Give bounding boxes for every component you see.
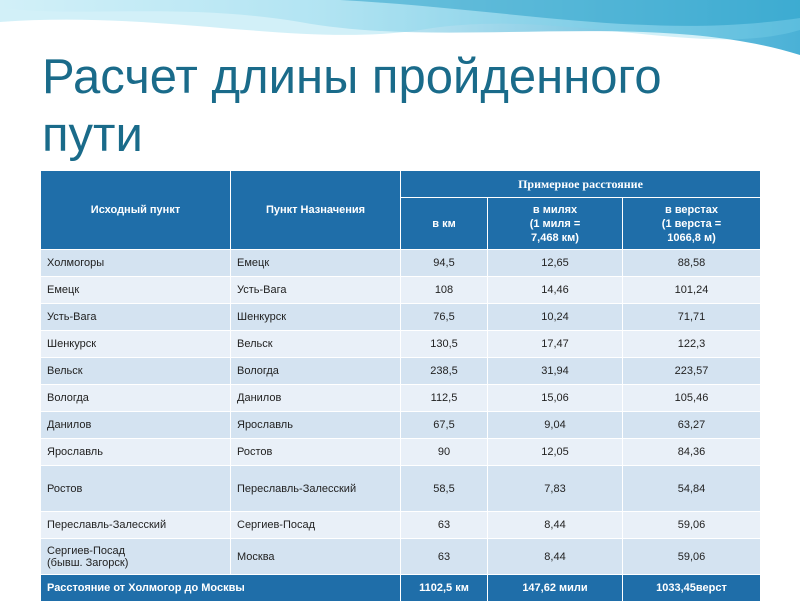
cell-from: Шенкурск <box>41 331 231 358</box>
cell-versts: 105,46 <box>623 385 761 412</box>
header-versts-line: (1 верста = <box>661 217 722 230</box>
cell-km: 58,5 <box>401 466 488 512</box>
header-destination: Пункт Назначения <box>231 171 401 250</box>
total-row <box>41 575 761 602</box>
table-row <box>41 466 761 512</box>
table-row <box>41 331 761 358</box>
cell-km: 238,5 <box>401 358 488 385</box>
cell-km: 94,5 <box>401 250 488 277</box>
cell-km: 63 <box>401 512 488 539</box>
page-title: Расчет длины пройденного пути <box>42 50 662 162</box>
cell-from-line: Сергиев-Посад <box>47 544 126 557</box>
cell-versts: 122,3 <box>623 331 761 358</box>
cell-versts: 101,24 <box>623 277 761 304</box>
cell-to: Москва <box>231 539 401 575</box>
cell-to: Переславль-Залесский <box>231 466 401 512</box>
table-row <box>41 385 761 412</box>
cell-km: 63 <box>401 539 488 575</box>
cell-to: Ростов <box>231 439 401 466</box>
cell-from: Холмогоры <box>41 250 231 277</box>
distance-table <box>40 170 761 602</box>
cell-miles: 15,06 <box>488 385 623 412</box>
cell-from: Ярославль <box>41 439 231 466</box>
cell-to: Данилов <box>231 385 401 412</box>
header-miles-line: в милях <box>532 203 578 216</box>
total-label: Расстояние от Холмогор до Москвы <box>41 575 401 602</box>
cell-miles: 9,04 <box>488 412 623 439</box>
cell-versts: 223,57 <box>623 358 761 385</box>
cell-miles: 12,05 <box>488 439 623 466</box>
cell-to: Емецк <box>231 250 401 277</box>
header-miles <box>488 198 623 250</box>
table-row <box>41 358 761 385</box>
table-row <box>41 412 761 439</box>
cell-versts: 59,06 <box>623 539 761 575</box>
header-approx-distance: Примерное расстояние <box>401 171 761 198</box>
cell-km: 112,5 <box>401 385 488 412</box>
cell-from: Вологда <box>41 385 231 412</box>
table-row <box>41 539 761 575</box>
cell-miles: 17,47 <box>488 331 623 358</box>
cell-versts: 88,58 <box>623 250 761 277</box>
header-km: в км <box>401 198 488 250</box>
table-row <box>41 512 761 539</box>
header-miles-line: 7,468 км) <box>531 231 579 244</box>
cell-versts: 71,71 <box>623 304 761 331</box>
cell-miles: 10,24 <box>488 304 623 331</box>
cell-to: Шенкурск <box>231 304 401 331</box>
total-versts: 1033,45верст <box>623 575 761 602</box>
table-row <box>41 439 761 466</box>
cell-miles: 31,94 <box>488 358 623 385</box>
total-miles: 147,62 мили <box>488 575 623 602</box>
table-row <box>41 277 761 304</box>
cell-versts: 59,06 <box>623 512 761 539</box>
cell-miles: 7,83 <box>488 466 623 512</box>
header-miles-line: (1 миля = <box>529 217 581 230</box>
cell-to: Ярославль <box>231 412 401 439</box>
cell-from <box>41 539 231 575</box>
cell-to: Сергиев-Посад <box>231 512 401 539</box>
cell-km: 130,5 <box>401 331 488 358</box>
cell-miles: 12,65 <box>488 250 623 277</box>
total-km: 1102,5 км <box>401 575 488 602</box>
cell-from: Емецк <box>41 277 231 304</box>
cell-miles: 8,44 <box>488 539 623 575</box>
header-origin: Исходный пункт <box>41 171 231 250</box>
header-versts-line: в верстах <box>665 203 719 216</box>
cell-to: Усть-Вага <box>231 277 401 304</box>
cell-miles: 8,44 <box>488 512 623 539</box>
cell-from: Переславль-Залесский <box>41 512 231 539</box>
table-row <box>41 250 761 277</box>
cell-miles: 14,46 <box>488 277 623 304</box>
header-versts-line: 1066,8 м) <box>667 231 716 244</box>
cell-to: Вельск <box>231 331 401 358</box>
cell-from: Усть-Вага <box>41 304 231 331</box>
cell-versts: 63,27 <box>623 412 761 439</box>
cell-versts: 54,84 <box>623 466 761 512</box>
header-versts <box>623 198 761 250</box>
cell-from: Данилов <box>41 412 231 439</box>
cell-km: 67,5 <box>401 412 488 439</box>
cell-km: 76,5 <box>401 304 488 331</box>
cell-to: Вологда <box>231 358 401 385</box>
cell-from: Вельск <box>41 358 231 385</box>
cell-km: 108 <box>401 277 488 304</box>
table-row <box>41 304 761 331</box>
cell-km: 90 <box>401 439 488 466</box>
cell-from: Ростов <box>41 466 231 512</box>
cell-from-line: (бывш. Загорск) <box>47 556 129 569</box>
cell-versts: 84,36 <box>623 439 761 466</box>
